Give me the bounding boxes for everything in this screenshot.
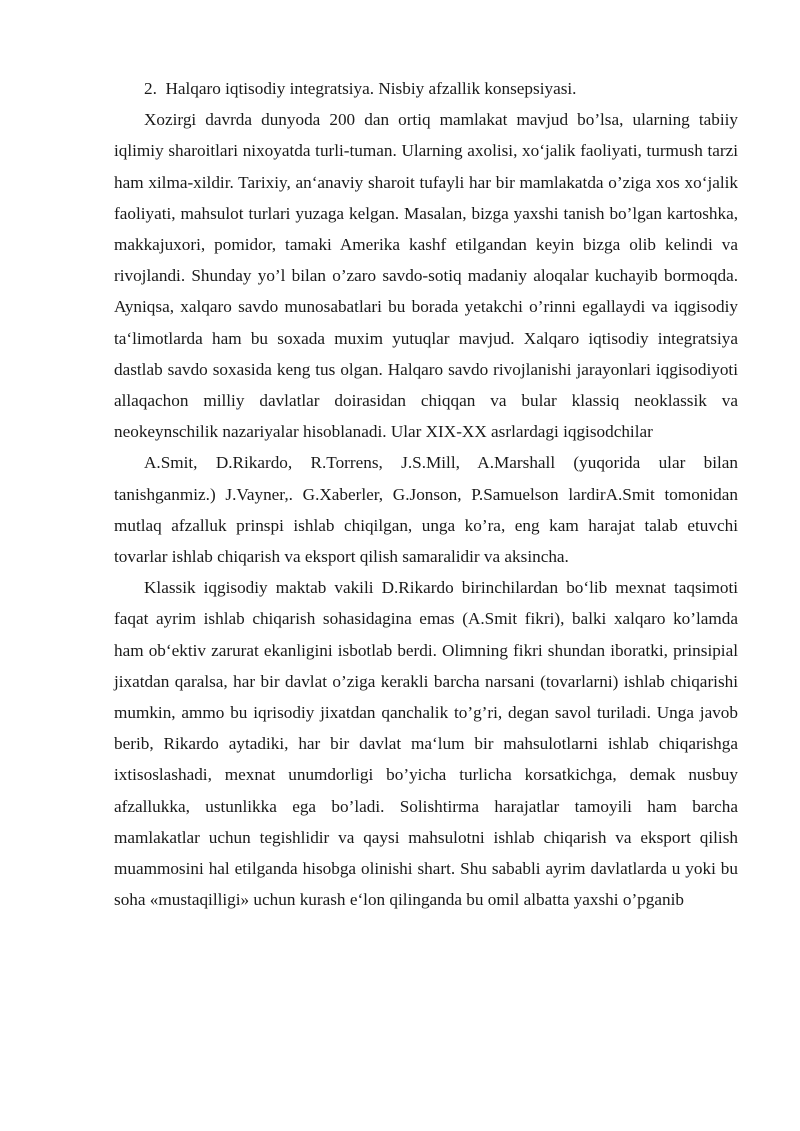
paragraph-intro: Xozirgi davrda dunyoda 200 dan ortiq mamlakat mavjud bo’lsa, ularning tabiiy iqlimiy sharoitlari nixoyatda turli-tuman. Ularning axolisi, xo‘jalik faoliyati, turmush tarzi ham xilma-xildir. Tarixiy, an‘anaviy sharoit tufayli har bir mamlakatda o’ziga xos xo‘jalik faoliyati, mahsulot turlari yuzaga kelgan. Masalan, bizga yaxshi tanish bo’lgan kartoshka, makkajuxori, pomidor, tamaki Amerika kashf etilgandan keyin bizga olib kelindi va rivojlandi. Shunday yo’l bilan o’zaro savdo-sotiq madaniy aloqalar kuchayib bormoqda. Ayniqsa, xalqaro savdo munosabatlari bu borada yetakchi o’rinni egallaydi va iqgisodiy ta‘limotlarda ham bu soxada muxim yutuqlar mavjud. Xalqaro iqtisodiy integratsiya dastlab savdo soxasida keng tus olgan. Halqaro savdo rivojlanishi jarayonlari iqgisodiyoti allaqachon milliy davlatlar doirasidan chiqqan va bular klassiq neoklassik va neokeynschilik nazariyalar hisoblanadi. Ular XIX-XX asrlardagi iqgisodchilar — [114, 110, 738, 442]
paragraph-economists: A.Smit, D.Rikardo, R.Torrens, J.S.Mill, A.Marshall (yuqorida ular bilan tanishganmiz.) J.Vayner,. G.Xaberler, G.Jonson, P.Samuelson lardirA.Smit tomonidan mutlaq afzalluk prinspi ishlab chiqilgan, unga ko’ra, eng kam harajat talab etuvchi tovarlar ishlab chiqarish va eksport qilish samaralidir va aksincha. — [114, 453, 738, 567]
section-heading: 2. Halqaro iqtisodiy integratsiya. Nisbiy afzallik konsepsiyasi. — [144, 79, 577, 98]
paragraph-rikardo: Klassik iqgisodiy maktab vakili D.Rikardo birinchilardan bo‘lib mexnat taqsimoti faqat ayrim ishlab chiqarish sohasidagina emas (A.Smit fikri), balki xalqaro ko’lamda ham ob‘ektiv zarurat ekanligini isbotlab berdi. Olimning fikri shundan iboratki, prinsipial jixatdan qaralsa, har bir davlat o’ziga kerakli barcha narsani (tovarlarni) ishlab chiqarishi mumkin, ammo bu iqrisodiy jixatdan qanchalik to’g’ri, degan savol turiladi. Unga javob berib, Rikardo aytadiki, har bir davlat ma‘lum bir mahsulotlarni ishlab chiqarishga ixtisoslashadi, mexnat unumdorligi bo’yicha turlicha korsatkichga, demak nusbuy afzallukka, ustunlikka ega bo’ladi. Solishtirma harajatlar tamoyili ham barcha mamlakatlar uchun tegishlidir va qaysi mahsulotni ishlab chiqarish va eksport qilish muammosini hal etilganda hisobga olinishi shart. Shu sababli ayrim davlatlarda u yoki bu soha «mustaqilligi» uchun kurash e‘lon qilinganda bu omil albatta yaxshi o’pganib — [114, 578, 738, 910]
document-page — [114, 73, 738, 915]
